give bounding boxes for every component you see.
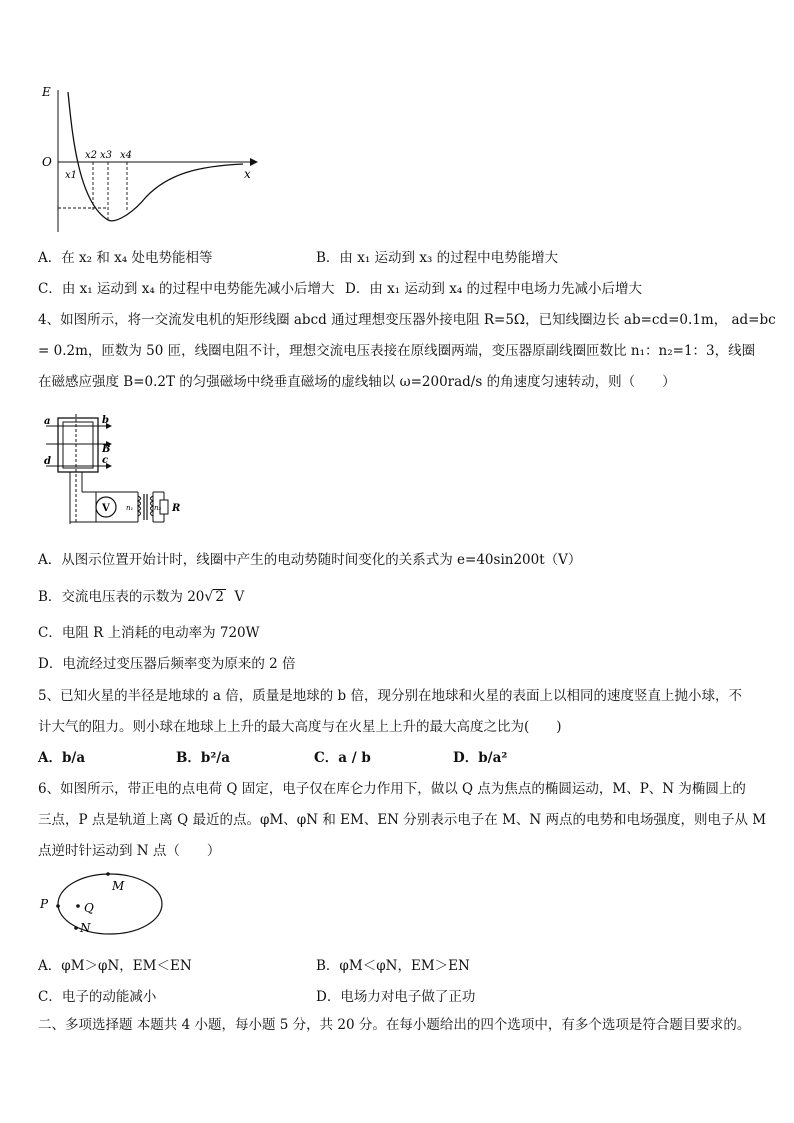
label-x2: x2	[85, 150, 98, 161]
section2-heading: 二、多项选择题 本题共 4 小题，每小题 5 分，共 20 分。在每小题给出的四个选项中，有多个选项是符合题目要求的。	[38, 1017, 751, 1033]
label-e: E	[42, 85, 51, 99]
label-r: R	[172, 503, 181, 514]
q5-option-d: D．b/a²	[453, 750, 508, 766]
point-p	[56, 904, 60, 908]
q3-option-d: D．由 x₁ 运动到 x₄ 的过程中电场力先减小后增大	[345, 281, 643, 297]
q4-option-b-root: 2	[215, 589, 224, 605]
label-n1: n₁	[126, 504, 134, 512]
label-B: B	[102, 444, 111, 455]
label-x3: x3	[100, 150, 113, 161]
q4-stem-line2: = 0.2m，匝数为 50 匝，线圈电阻不计，理想交流电压表接在原线圈两端，变压器原副线圈匝数比 n₁：n₂=1：3，线圈	[38, 343, 756, 359]
q4-option-c: C．电阻 R 上消耗的电动率为 720W	[38, 625, 260, 641]
q4-stem-line1: 4、如图所示，将一交流发电机的矩形线圈 abcd 通过理想变压器外接电阻 R=5Ω，已知线圈边长 ab=cd=0.1m， ad=bc	[38, 312, 776, 328]
label-a: a	[44, 416, 51, 427]
q4-option-b-prefix: B．交流电压表的示数为 20	[38, 589, 205, 605]
q4-option-d: D．电流经过变压器后频率变为原来的 2 倍	[38, 656, 296, 672]
point-m	[106, 872, 110, 876]
q6-option-a: A．φM＞φN，EM＜EN	[38, 958, 192, 974]
q5-option-b: B．b²/a	[176, 750, 230, 766]
q5-option-a: A．b/a	[38, 750, 86, 766]
q6-stem-line3: 点逆时针运动到 N 点（ ）	[38, 843, 221, 859]
generator-circuit-diagram	[40, 414, 190, 528]
label-q: Q	[84, 901, 94, 915]
e-x-graph	[38, 82, 268, 242]
label-v: V	[102, 503, 110, 514]
q4-option-b: B．交流电压表的示数为 20√ 2 V	[38, 589, 245, 605]
label-b: b	[102, 415, 109, 426]
q6-option-c: C．电子的动能减小	[38, 989, 157, 1005]
label-x: x	[244, 167, 251, 181]
label-d: d	[44, 456, 51, 467]
label-c: c	[102, 455, 109, 466]
q4-option-b-suffix: V	[234, 589, 245, 605]
label-x1: x1	[65, 170, 78, 181]
ellipse-orbit-diagram	[38, 870, 168, 940]
label-o: O	[42, 155, 52, 169]
coil-inner	[63, 422, 93, 468]
x-axis-arrow	[250, 158, 258, 166]
q6-option-d: D．电场力对电子做了正功	[316, 989, 476, 1005]
q6-option-b: B．φM＜φN，EM＞EN	[316, 958, 470, 974]
point-n	[74, 926, 78, 930]
q5-stem-line1: 5、已知火星的半径是地球的 a 倍，质量是地球的 b 倍，现分别在地球和火星的表面上以相同的速度竖直上抛小球，不	[38, 688, 742, 704]
q5-option-c: C．a / b	[314, 750, 371, 766]
orbit-ellipse	[58, 874, 162, 934]
q3-option-c: C．由 x₁ 运动到 x₄ 的过程中电势能先减小后增大	[38, 281, 335, 297]
q6-stem-line1: 6、如图所示，带正电的点电荷 Q 固定，电子仅在库仑力作用下，做以 Q 点为焦点的椭圆运动，M、P、N 为椭圆上的	[38, 781, 746, 797]
label-p: P	[40, 897, 49, 911]
q5-stem-line2: 计大气的阻力。则小球在地球上上升的最大高度与在火星上上升的最大高度之比为( )	[38, 719, 562, 735]
point-q	[76, 904, 80, 908]
q4-option-a: A．从图示位置开始计时，线圈中产生的电动势随时间变化的关系式为 e=40sin200t（V）	[38, 552, 582, 568]
label-n: N	[80, 921, 91, 935]
label-n2: n₂	[154, 504, 162, 512]
label-x4: x4	[120, 150, 133, 161]
q3-option-a: A．在 x₂ 和 x₄ 处电势能相等	[38, 250, 213, 266]
label-m: M	[112, 879, 125, 893]
q3-option-b: B．由 x₁ 运动到 x₃ 的过程中电势能增大	[316, 250, 559, 266]
q4-stem-line3: 在磁感应强度 B=0.2T 的匀强磁场中绕垂直磁场的虚线轴以 ω=200rad/s 的角速度匀速转动，则（ ）	[38, 374, 676, 390]
q6-stem-line2: 三点，P 点是轨道上离 Q 最近的点。φM、φN 和 EM、EN 分别表示电子在 M、N 两点的电势和电场强度，则电子从 M	[38, 812, 767, 828]
